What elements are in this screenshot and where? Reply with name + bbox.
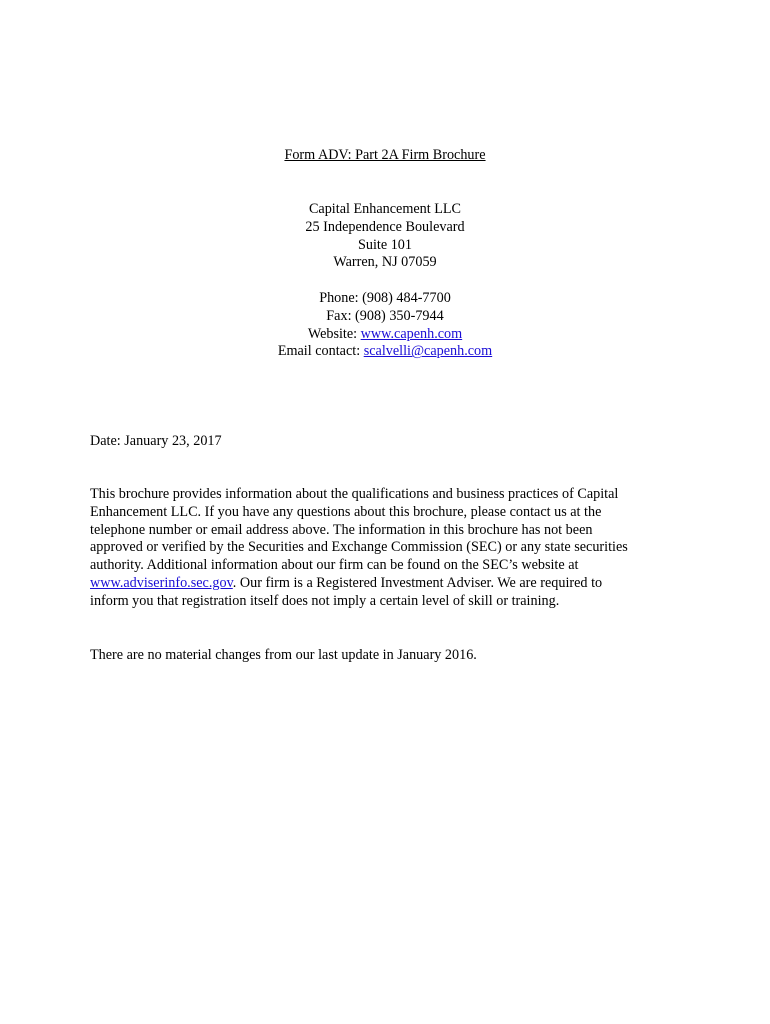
paragraph-line-rest: . Our firm is a Registered Investment Adviser. We are required to	[232, 574, 603, 591]
email-label: Email contact:	[277, 343, 364, 360]
sec-website-link[interactable]: www.adviserinfo.sec.gov	[90, 574, 233, 591]
title-text: Form ADV: Part 2A Firm Brochure	[284, 147, 486, 163]
email-line	[0, 343, 770, 361]
paragraph-line: approved or verified by the Securities and Exchange Commission (SEC) or any state securities	[90, 539, 628, 556]
paragraph-line: authority. Additional information about our firm can be found on the SEC’s website at	[90, 557, 579, 574]
document-date: Date: January 23, 2017	[90, 433, 222, 449]
website-label: Website:	[307, 325, 361, 342]
contact-block	[0, 290, 770, 361]
brochure-paragraph	[90, 486, 670, 611]
firm-city-state-zip: Warren, NJ 07059	[333, 254, 437, 271]
fax-line: Fax: (908) 350-7944	[326, 307, 444, 324]
phone-line: Phone: (908) 484-7700	[319, 290, 451, 306]
material-changes-note: There are no material changes from our last update in January 2016.	[90, 647, 477, 663]
paragraph-line: telephone number or email address above. The information in this brochure has not been	[90, 521, 593, 538]
website-link[interactable]: www.capenh.com	[360, 325, 463, 342]
document-title	[0, 147, 770, 165]
firm-address-block	[0, 201, 770, 272]
paragraph-line: inform you that registration itself does not imply a certain level of skill or training.	[90, 592, 560, 609]
firm-name: Capital Enhancement LLC	[308, 201, 462, 217]
paragraph-line	[90, 575, 670, 593]
email-link[interactable]: scalvelli@capenh.com	[363, 343, 493, 360]
website-line	[0, 326, 770, 344]
firm-street: 25 Independence Boulevard	[305, 218, 465, 235]
paragraph-line: Enhancement LLC. If you have any questions about this brochure, please contact us at the	[90, 503, 602, 520]
firm-suite: Suite 101	[358, 236, 412, 253]
paragraph-line: This brochure provides information about the qualifications and business practices of Capital	[90, 486, 619, 502]
